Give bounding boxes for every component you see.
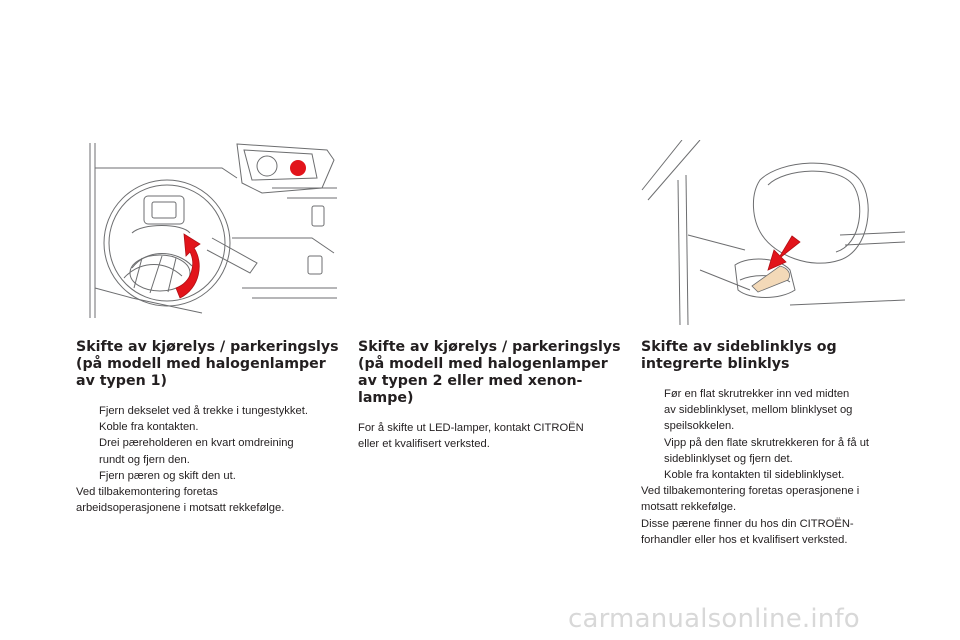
list-item: Fjern dekselet ved å trekke i tungestykket. (99, 405, 308, 417)
list-item: Drei pæreholderen en kvart omdreining rundt og fjern den. (99, 437, 294, 466)
list-item: Før en flat skrutrekker inn ved midten av sideblinklyset, mellom blinklyset og speilsokkelen. (664, 388, 853, 433)
watermark: carmanualsonline.info (568, 604, 860, 634)
list-item: Koble fra kontakten til sideblinklyset. (664, 469, 845, 482)
paragraph: For å skifte ut LED-lamper, kontakt CITROËN eller et kvalifisert verksted. (358, 422, 584, 451)
paragraph: Ved tilbakemontering foretas arbeidsoperasjonene i motsatt rekkefølge. (76, 486, 285, 515)
section-title: Skifte av kjørelys / parkeringslys (på modell med halogenlamper av typen 2 eller med xenon- lampe) (358, 339, 621, 406)
list-item: Vipp på den flate skrutrekkeren for å få ut sideblinklyset og fjern det. (664, 436, 870, 465)
section-title: Skifte av sideblinklys og integrerte blinklys (641, 339, 837, 372)
section-halogen-type1 (76, 339, 341, 516)
section-halogen-type2-xenon (358, 339, 623, 452)
list-item: Fjern pæren og skift den ut. (99, 469, 236, 482)
section-side-indicator (641, 339, 906, 548)
headlamp-bulb-illustration (72, 138, 337, 323)
section-title: Skifte av kjørelys / parkeringslys (på modell med halogenlamper av typen 1) (76, 339, 339, 389)
paragraph: Ved tilbakemontering foretas operasjonene i motsatt rekkefølge. Disse pærene finner du hos din CITROËN- forhandler eller hos et kvalifisert verksted. (641, 485, 860, 546)
mirror-side-indicator-illustration (640, 140, 905, 325)
list-item: Koble fra kontakten. (99, 421, 199, 434)
